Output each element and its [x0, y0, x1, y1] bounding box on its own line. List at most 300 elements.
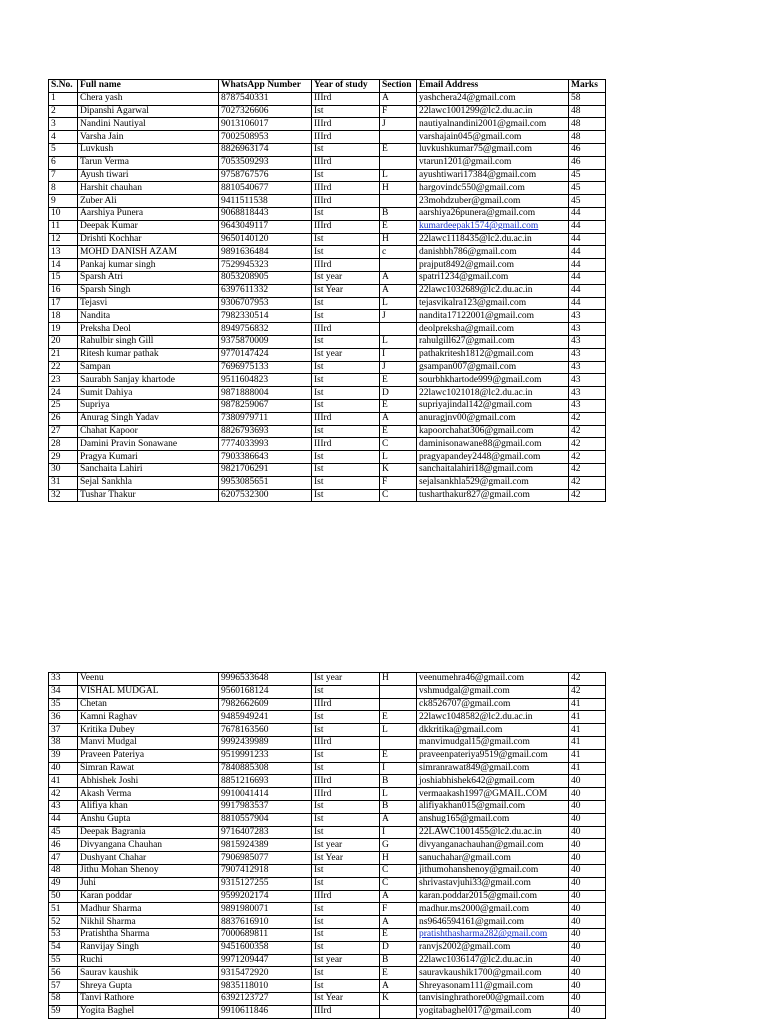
cell-sno: 42: [49, 788, 78, 801]
cell-email-address: [417, 220, 569, 233]
cell-whatsapp-number: 9891980071: [219, 903, 312, 916]
cell-marks: 40: [569, 1005, 606, 1018]
cell-email-address: alifiyakhan015@gmail.com: [417, 800, 569, 813]
table-row: [49, 788, 606, 801]
cell-sno: 9: [49, 195, 78, 208]
cell-marks: 42: [569, 685, 606, 698]
cell-section: E: [380, 967, 417, 980]
cell-email-address: spatri1234@gmail.com: [417, 271, 569, 284]
table-row: [49, 980, 606, 993]
cell-section: A: [380, 412, 417, 425]
cell-year-of-study: Ist year: [312, 954, 380, 967]
table-row: [49, 877, 606, 890]
cell-section: F: [380, 476, 417, 489]
cell-email-address: 23mohdzuber@gmail.com: [417, 195, 569, 208]
cell-section: L: [380, 724, 417, 737]
cell-sno: 37: [49, 724, 78, 737]
cell-whatsapp-number: 8949756832: [219, 323, 312, 336]
table-row: [49, 169, 606, 182]
cell-full-name: Pratishtha Sharma: [78, 928, 219, 941]
cell-full-name: Alifiya khan: [78, 800, 219, 813]
cell-year-of-study: IIIrd: [312, 220, 380, 233]
cell-sno: 12: [49, 233, 78, 246]
cell-sno: 28: [49, 438, 78, 451]
cell-year-of-study: Ist: [312, 967, 380, 980]
cell-marks: 44: [569, 246, 606, 259]
cell-marks: 48: [569, 118, 606, 131]
cell-year-of-study: IIIrd: [312, 698, 380, 711]
cell-marks: 42: [569, 451, 606, 464]
cell-whatsapp-number: 9511604823: [219, 374, 312, 387]
cell-sno: 18: [49, 310, 78, 323]
cell-year-of-study: Ist Year: [312, 992, 380, 1005]
cell-email-address: ck8526707@gmail.com: [417, 698, 569, 711]
cell-full-name: Chahat Kapoor: [78, 425, 219, 438]
table-row: [49, 92, 606, 105]
cell-full-name: Chera yash: [78, 92, 219, 105]
table-row: [49, 412, 606, 425]
cell-sno: 45: [49, 826, 78, 839]
cell-email-address: ranvjs2002@gmail.com: [417, 941, 569, 954]
cell-email-address: aarshiya26punera@gmail.com: [417, 207, 569, 220]
cell-marks: 40: [569, 839, 606, 852]
cell-email-address: pathakritesh1812@gmail.com: [417, 348, 569, 361]
table-row: [49, 673, 606, 686]
cell-sno: 4: [49, 131, 78, 144]
cell-marks: 40: [569, 941, 606, 954]
cell-sno: 47: [49, 852, 78, 865]
table-row: [49, 489, 606, 502]
cell-marks: 43: [569, 348, 606, 361]
cell-whatsapp-number: 9835118010: [219, 980, 312, 993]
cell-email-address: daminisonawane88@gmail.com: [417, 438, 569, 451]
cell-marks: 43: [569, 387, 606, 400]
cell-sno: 48: [49, 864, 78, 877]
header-marks: Marks: [569, 80, 606, 93]
cell-year-of-study: Ist: [312, 864, 380, 877]
cell-marks: 45: [569, 182, 606, 195]
cell-year-of-study: Ist year: [312, 673, 380, 686]
cell-section: C: [380, 438, 417, 451]
table-body-page-1: [49, 92, 606, 502]
cell-email-address: sanuchahar@gmail.com: [417, 852, 569, 865]
cell-section: K: [380, 463, 417, 476]
cell-sno: 59: [49, 1005, 78, 1018]
cell-email-address: luvkushkumar75@gmail.com: [417, 143, 569, 156]
cell-marks: 40: [569, 903, 606, 916]
cell-email-address: [417, 928, 569, 941]
cell-email-address: joshiabhishek642@gmail.com: [417, 775, 569, 788]
cell-whatsapp-number: 8851216693: [219, 775, 312, 788]
cell-email-address: nandita17122001@gmail.com: [417, 310, 569, 323]
cell-marks: 46: [569, 156, 606, 169]
cell-year-of-study: Ist: [312, 425, 380, 438]
cell-full-name: Tanvi Rathore: [78, 992, 219, 1005]
cell-email-address: anuragjnv00@gmail.com: [417, 412, 569, 425]
cell-whatsapp-number: 6207532300: [219, 489, 312, 502]
cell-year-of-study: Ist: [312, 903, 380, 916]
cell-full-name: Harshit chauhan: [78, 182, 219, 195]
cell-marks: 58: [569, 92, 606, 105]
cell-whatsapp-number: 7982662609: [219, 698, 312, 711]
cell-section: E: [380, 425, 417, 438]
cell-whatsapp-number: 7380979711: [219, 412, 312, 425]
table-row: [49, 736, 606, 749]
cell-section: L: [380, 788, 417, 801]
cell-marks: 41: [569, 762, 606, 775]
cell-full-name: Nandita: [78, 310, 219, 323]
cell-email-address: 22lawc1118435@lc2.du.ac.in: [417, 233, 569, 246]
cell-marks: 43: [569, 399, 606, 412]
cell-whatsapp-number: 7002508953: [219, 131, 312, 144]
cell-section: J: [380, 310, 417, 323]
cell-year-of-study: IIIrd: [312, 890, 380, 903]
cell-full-name: Nikhil Sharma: [78, 916, 219, 929]
cell-email-address: ayushtiwari17384@gmail.com: [417, 169, 569, 182]
cell-marks: 45: [569, 169, 606, 182]
cell-section: J: [380, 118, 417, 131]
cell-section: I: [380, 762, 417, 775]
cell-year-of-study: IIIrd: [312, 788, 380, 801]
cell-email-address: pragyapandey2448@gmail.com: [417, 451, 569, 464]
cell-full-name: Kamni Raghav: [78, 711, 219, 724]
student-table-page-1: [48, 79, 606, 502]
cell-full-name: Karan poddar: [78, 890, 219, 903]
table-row: [49, 220, 606, 233]
cell-sno: 23: [49, 374, 78, 387]
cell-full-name: Dushyant Chahar: [78, 852, 219, 865]
cell-full-name: Sejal Sankhla: [78, 476, 219, 489]
table-row: [49, 425, 606, 438]
cell-email-address: veenumehra46@gmail.com: [417, 673, 569, 686]
cell-section: E: [380, 399, 417, 412]
cell-email-address: kapoorchahat306@gmail.com: [417, 425, 569, 438]
cell-marks: 43: [569, 335, 606, 348]
table-row: [49, 685, 606, 698]
cell-marks: 42: [569, 412, 606, 425]
cell-sno: 11: [49, 220, 78, 233]
cell-email-address: simranrawat849@gmail.com: [417, 762, 569, 775]
cell-marks: 40: [569, 954, 606, 967]
cell-sno: 27: [49, 425, 78, 438]
cell-email-address: sanchaitalahiri18@gmail.com: [417, 463, 569, 476]
cell-full-name: Ayush tiwari: [78, 169, 219, 182]
cell-year-of-study: Ist: [312, 399, 380, 412]
cell-full-name: Pankaj kumar singh: [78, 259, 219, 272]
cell-email-address: praveenpateriya9519@gmail.com: [417, 749, 569, 762]
cell-marks: 41: [569, 724, 606, 737]
cell-sno: 50: [49, 890, 78, 903]
cell-marks: 40: [569, 852, 606, 865]
table-body-page-2: [49, 673, 606, 1019]
cell-year-of-study: Ist: [312, 762, 380, 775]
table-row: [49, 259, 606, 272]
cell-marks: 44: [569, 207, 606, 220]
cell-year-of-study: Ist: [312, 310, 380, 323]
cell-email-address: supriyajindal142@gmail.com: [417, 399, 569, 412]
cell-sno: 46: [49, 839, 78, 852]
cell-section: H: [380, 673, 417, 686]
cell-marks: 40: [569, 928, 606, 941]
table-row: [49, 775, 606, 788]
cell-section: L: [380, 169, 417, 182]
email-link[interactable]: kumardeepak1574@gmail.com: [419, 221, 539, 232]
cell-sno: 58: [49, 992, 78, 1005]
cell-marks: 43: [569, 374, 606, 387]
cell-full-name: Veenu: [78, 673, 219, 686]
cell-sno: 21: [49, 348, 78, 361]
cell-whatsapp-number: 9910611846: [219, 1005, 312, 1018]
cell-full-name: Supriya: [78, 399, 219, 412]
table-row: [49, 143, 606, 156]
cell-section: A: [380, 890, 417, 903]
cell-sno: 38: [49, 736, 78, 749]
table-row: [49, 335, 606, 348]
cell-full-name: Shreya Gupta: [78, 980, 219, 993]
table-row: [49, 852, 606, 865]
cell-whatsapp-number: 7982330514: [219, 310, 312, 323]
cell-full-name: Ranvijay Singh: [78, 941, 219, 954]
cell-sno: 53: [49, 928, 78, 941]
table-row: [49, 749, 606, 762]
cell-section: A: [380, 284, 417, 297]
cell-year-of-study: IIIrd: [312, 736, 380, 749]
cell-section: H: [380, 182, 417, 195]
cell-year-of-study: IIIrd: [312, 1005, 380, 1018]
cell-marks: 48: [569, 105, 606, 118]
header-email-address: Email Address: [417, 80, 569, 93]
cell-sno: 40: [49, 762, 78, 775]
cell-year-of-study: Ist: [312, 489, 380, 502]
cell-whatsapp-number: 9996533648: [219, 673, 312, 686]
cell-full-name: Sumit Dahiya: [78, 387, 219, 400]
cell-email-address: yashchera24@gmail.com: [417, 92, 569, 105]
cell-whatsapp-number: 9375870009: [219, 335, 312, 348]
cell-full-name: Preksha Deol: [78, 323, 219, 336]
cell-full-name: MOHD DANISH AZAM: [78, 246, 219, 259]
cell-section: A: [380, 271, 417, 284]
cell-whatsapp-number: 7774033993: [219, 438, 312, 451]
cell-full-name: Zuber Ali: [78, 195, 219, 208]
cell-whatsapp-number: 8810557904: [219, 813, 312, 826]
cell-full-name: Tejasvi: [78, 297, 219, 310]
cell-whatsapp-number: 9871888004: [219, 387, 312, 400]
cell-email-address: gsampan007@gmail.com: [417, 361, 569, 374]
cell-full-name: Kritika Dubey: [78, 724, 219, 737]
cell-marks: 41: [569, 749, 606, 762]
cell-email-address: vshmudgal@gmail.com: [417, 685, 569, 698]
header-section: Section: [380, 80, 417, 93]
table-row: [49, 800, 606, 813]
cell-sno: 5: [49, 143, 78, 156]
cell-sno: 16: [49, 284, 78, 297]
cell-sno: 41: [49, 775, 78, 788]
cell-year-of-study: Ist: [312, 813, 380, 826]
cell-section: [380, 131, 417, 144]
cell-email-address: nautiyalnandini2001@gmail.com: [417, 118, 569, 131]
cell-whatsapp-number: 7027326606: [219, 105, 312, 118]
cell-marks: 40: [569, 890, 606, 903]
header-full-name: Full name: [78, 80, 219, 93]
cell-email-address: 22lawc1048582@lc2.du.ac.in: [417, 711, 569, 724]
cell-sno: 7: [49, 169, 78, 182]
cell-full-name: Anshu Gupta: [78, 813, 219, 826]
cell-whatsapp-number: 7678163560: [219, 724, 312, 737]
cell-whatsapp-number: 7840885308: [219, 762, 312, 775]
cell-section: D: [380, 387, 417, 400]
table-row: [49, 195, 606, 208]
cell-email-address: rahulgill627@gmail.com: [417, 335, 569, 348]
table-row: [49, 890, 606, 903]
cell-section: A: [380, 813, 417, 826]
cell-full-name: Aarshiya Punera: [78, 207, 219, 220]
cell-section: E: [380, 928, 417, 941]
table-row: [49, 118, 606, 131]
cell-year-of-study: Ist Year: [312, 284, 380, 297]
cell-year-of-study: Ist: [312, 928, 380, 941]
cell-sno: 17: [49, 297, 78, 310]
cell-section: F: [380, 105, 417, 118]
cell-section: B: [380, 954, 417, 967]
cell-full-name: Yogita Baghel: [78, 1005, 219, 1018]
header-sno: S.No.: [49, 80, 78, 93]
cell-year-of-study: Ist: [312, 335, 380, 348]
cell-email-address: manvimudgal15@gmail.com: [417, 736, 569, 749]
cell-section: E: [380, 711, 417, 724]
cell-sno: 56: [49, 967, 78, 980]
table-row: [49, 864, 606, 877]
cell-year-of-study: Ist: [312, 916, 380, 929]
table-row: [49, 463, 606, 476]
table-row: [49, 967, 606, 980]
table-row: [49, 233, 606, 246]
table-row: [49, 438, 606, 451]
cell-year-of-study: IIIrd: [312, 259, 380, 272]
table-row: [49, 105, 606, 118]
table-row: [49, 271, 606, 284]
cell-sno: 6: [49, 156, 78, 169]
table-row: [49, 323, 606, 336]
cell-sno: 43: [49, 800, 78, 813]
cell-year-of-study: Ist: [312, 143, 380, 156]
header-whatsapp-number: WhatsApp Number: [219, 80, 312, 93]
cell-email-address: tejasvikalra123@gmail.com: [417, 297, 569, 310]
cell-year-of-study: IIIrd: [312, 775, 380, 788]
cell-year-of-study: IIIrd: [312, 195, 380, 208]
cell-sno: 25: [49, 399, 78, 412]
cell-email-address: 22lawc1021018@lc2.du.ac.in: [417, 387, 569, 400]
cell-sno: 13: [49, 246, 78, 259]
table-row: [49, 297, 606, 310]
cell-marks: 40: [569, 916, 606, 929]
cell-whatsapp-number: 6392123727: [219, 992, 312, 1005]
cell-email-address: sauravkaushik1700@gmail.com: [417, 967, 569, 980]
cell-marks: 42: [569, 673, 606, 686]
table-row: [49, 826, 606, 839]
cell-sno: 22: [49, 361, 78, 374]
table-row: [49, 928, 606, 941]
cell-whatsapp-number: 9013106017: [219, 118, 312, 131]
cell-full-name: Ruchi: [78, 954, 219, 967]
cell-marks: 44: [569, 233, 606, 246]
table-row: [49, 246, 606, 259]
cell-whatsapp-number: 7000689811: [219, 928, 312, 941]
cell-year-of-study: Ist: [312, 685, 380, 698]
cell-section: [380, 685, 417, 698]
cell-whatsapp-number: 8826963174: [219, 143, 312, 156]
table-row: [49, 348, 606, 361]
cell-year-of-study: IIIrd: [312, 118, 380, 131]
table-row: [49, 992, 606, 1005]
cell-email-address: anshug165@gmail.com: [417, 813, 569, 826]
cell-email-address: karan.poddar2015@gmail.com: [417, 890, 569, 903]
cell-section: F: [380, 903, 417, 916]
cell-sno: 26: [49, 412, 78, 425]
cell-section: L: [380, 451, 417, 464]
cell-whatsapp-number: 9971209447: [219, 954, 312, 967]
table-row: [49, 387, 606, 400]
cell-whatsapp-number: 9411511538: [219, 195, 312, 208]
table-row: [49, 698, 606, 711]
cell-full-name: Juhi: [78, 877, 219, 890]
cell-full-name: Divyangana Chauhan: [78, 839, 219, 852]
cell-whatsapp-number: 8810540677: [219, 182, 312, 195]
cell-full-name: Luvkush: [78, 143, 219, 156]
cell-full-name: Sampan: [78, 361, 219, 374]
cell-marks: 41: [569, 698, 606, 711]
cell-full-name: Sanchaita Lahiri: [78, 463, 219, 476]
cell-email-address: jithumohanshenoy@gmail.com: [417, 864, 569, 877]
table-row: [49, 399, 606, 412]
cell-sno: 14: [49, 259, 78, 272]
cell-year-of-study: Ist: [312, 463, 380, 476]
cell-email-address: sourbhkhartode999@gmail.com: [417, 374, 569, 387]
cell-sno: 24: [49, 387, 78, 400]
cell-section: A: [380, 916, 417, 929]
cell-whatsapp-number: 8826793693: [219, 425, 312, 438]
cell-marks: 42: [569, 425, 606, 438]
cell-section: D: [380, 941, 417, 954]
cell-full-name: Saurav kaushik: [78, 967, 219, 980]
cell-email-address: prajput8492@gmail.com: [417, 259, 569, 272]
cell-whatsapp-number: 9891636484: [219, 246, 312, 259]
cell-whatsapp-number: 9917983537: [219, 800, 312, 813]
table-row: [49, 762, 606, 775]
cell-full-name: Deepak Bagrania: [78, 826, 219, 839]
cell-whatsapp-number: 9599202174: [219, 890, 312, 903]
cell-year-of-study: Ist: [312, 387, 380, 400]
cell-year-of-study: Ist year: [312, 348, 380, 361]
table-row: [49, 284, 606, 297]
cell-sno: 1: [49, 92, 78, 105]
table-row: [49, 724, 606, 737]
cell-year-of-study: Ist: [312, 800, 380, 813]
cell-year-of-study: Ist: [312, 105, 380, 118]
cell-full-name: Rahulbir singh Gill: [78, 335, 219, 348]
cell-year-of-study: IIIrd: [312, 323, 380, 336]
cell-marks: 45: [569, 195, 606, 208]
cell-whatsapp-number: 9068818443: [219, 207, 312, 220]
cell-whatsapp-number: 9306707953: [219, 297, 312, 310]
cell-marks: 40: [569, 788, 606, 801]
cell-email-address: 22lawc1036147@lc2.du.ac.in: [417, 954, 569, 967]
cell-year-of-study: Ist: [312, 941, 380, 954]
cell-marks: 40: [569, 813, 606, 826]
cell-sno: 20: [49, 335, 78, 348]
email-link[interactable]: pratishthasharma282@gmail.com: [419, 929, 548, 940]
cell-whatsapp-number: 8837616910: [219, 916, 312, 929]
cell-sno: 33: [49, 673, 78, 686]
